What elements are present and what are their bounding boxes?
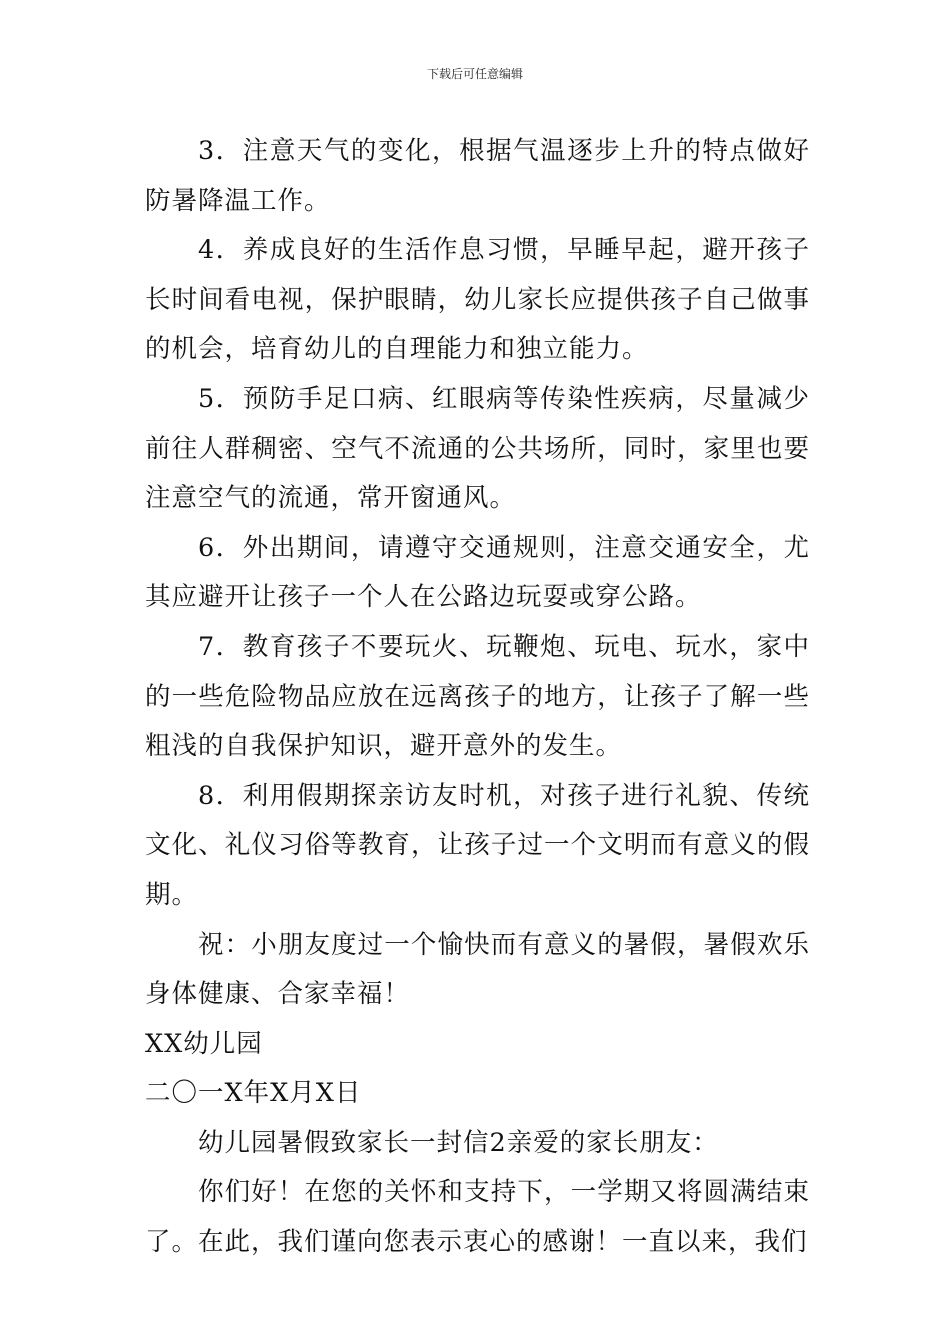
- closing-wish: 祝：小朋友度过一个愉快而有意义的暑假，暑假欢乐身体健康、合家幸福！: [145, 929, 810, 1010]
- letter-2-opening: 你们好！在您的关怀和支持下，一学期又将圆满结束了。在此，我们谨向您表示衷心的感谢！一直以来，我们: [145, 1177, 810, 1258]
- paragraph-item-6: 6．外出期间，请遵守交通规则，注意交通安全，尤其应避开让孩子一个人在公路边玩耍或穿公路。: [145, 532, 810, 613]
- signature-date: 二〇一X年X月X日: [145, 1078, 362, 1109]
- document-body: [145, 127, 810, 1268]
- paragraph-item-8: 8．利用假期探亲访友时机，对孩子进行礼貌、传统文化、礼仪习俗等教育，让孩子过一个文明而有意义的假期。: [145, 780, 810, 910]
- paragraph-item-5: 5．预防手足口病、红眼病等传染性疾病，尽量减少前往人群稠密、空气不流通的公共场所，同时，家里也要注意空气的流通，常开窗通风。: [145, 383, 810, 514]
- paragraph-item-7: 7．教育孩子不要玩火、玩鞭炮、玩电、玩水，家中的一些危险物品应放在远离孩子的地方，让孩子了解一些粗浅的自我保护知识，避开意外的发生。: [145, 631, 810, 762]
- paragraph-item-4: 4．养成良好的生活作息习惯，早睡早起，避开孩子长时间看电视，保护眼睛，幼儿家长应提供孩子自己做事的机会，培育幼儿的自理能力和独立能力。: [145, 235, 810, 365]
- page-header-note: 下载后可任意编辑: [426, 67, 523, 81]
- signature-kindergarten: XX幼儿园: [145, 1028, 263, 1059]
- letter-2-title: 幼儿园暑假致家长一封信2亲爱的家长朋友：: [198, 1127, 719, 1158]
- paragraph-item-3: 3．注意天气的变化，根据气温逐步上升的特点做好防暑降温工作。: [145, 136, 810, 216]
